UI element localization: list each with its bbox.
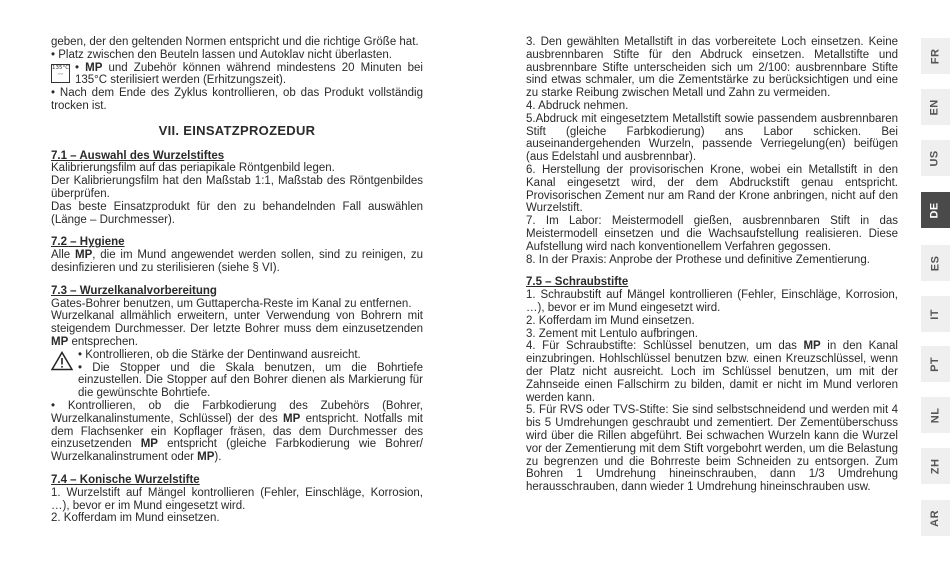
language-tab-label: AR [929,509,942,527]
language-tab-zh[interactable] [921,448,950,484]
s74-p3: 3. Den gewählten Metallstift in das vorbereitete Loch einsetzen. Keine ausbrennbaren Stifte für den Abdruck einsetzen. Metallstifte und ausbrennbare Stifte unterscheiden sich um 2/100: ausbrennbare Stifte sind etwas schmaler, um die Zementstärke zu berücksichtigen und eine zu starke Reibung zwischen Metall und Zahn zu vermeiden. [526,36,898,100]
s71-p2: Der Kalibrierungsfilm hat den Maßstab 1:1, Maßstab des Röntgenbildes überprüfen. [51,175,423,200]
section-title: VII. EINSATZPROZEDUR [158,122,316,138]
language-tab-fr[interactable] [921,38,950,74]
s74-p4: 4. Abdruck nehmen. [526,99,629,112]
s75-p3: 3. Zement mit Lentulo aufbringen. [526,327,698,340]
intro-line-1: geben, der den geltenden Normen entspricht und die richtige Größe hat. [51,36,419,48]
right-column [526,36,898,494]
s71-p1: Kalibrierungsfilm auf das periapikale Röntgenbild legen. [51,162,335,175]
s73-p1: Gates-Bohrer benutzen, um Guttapercha-Reste im Kanal zu entfernen. [51,297,412,310]
s74-p8: 8. In der Praxis: Anprobe der Prothese und definitive Zementierung. [526,253,870,266]
language-tab-label: ZH [929,458,942,474]
language-tab-us[interactable] [921,140,950,176]
warning-line-1: • Kontrollieren, ob die Stärke der Dentinwand ausreicht. [78,348,361,361]
heading-7-1: 7.1 – Auswahl des Wurzelstiftes [51,149,225,162]
sterilization-note [51,62,423,88]
s74-p6: 6. Herstellung der provisorischen Krone, wobei ein Metallstift in den Kanal eingesetzt wird, der dem Abdruckstift genau entspricht. Provisorischen Zement nur am Rand der Krone anbringen, nicht auf den Wurzelstift. [526,163,898,215]
language-tab-it[interactable] [921,296,950,332]
language-tab-label: FR [929,48,942,64]
language-tab-ar[interactable] [921,500,950,536]
language-tab-label: IT [929,308,942,320]
s75-p1: 1. Schraubstift auf Mängel kontrollieren (Fehler, Einschläge, Korrosion, …), bevor er im Mund eingesetzt wird. [526,289,898,314]
s72-p1: Alle MP, die im Mund angewendet werden sollen, sind zu reinigen, zu desinfizieren und zu sterilisieren (siehe § VI). [51,249,423,274]
heading-7-5: 7.5 – Schraubstifte [526,276,629,289]
language-tab-pt[interactable] [921,346,950,382]
s74-p1: 1. Wurzelstift auf Mängel kontrollieren (Fehler, Einschläge, Korrosion, …), bevor er im Mund eingesetzt wird. [51,486,423,512]
heading-7-2: 7.2 – Hygiene [51,236,125,249]
language-tab-en[interactable] [921,89,950,125]
s75-p5: 5. Für RVS oder TVS-Stifte: Sie sind selbstschneidend und werden mit 4 bis 5 Umdrehungen geschraubt und zementiert. Der Zementüberschuss wird über die Rillen abgeführt. Bei schwachen Wurzeln kann die Wurzel vor der Zementierung mit dem Stift vorgebohrt werden, um die Belastung zu begrenzen und die Bohrreste beim Schneiden zu entsorgen. Zum Bohren 1 Umdrehung hineinschrauben, dann 1/3 Umdrehung herausschrauben, dann wieder 1 Umdrehung hineinschrauben usw. [526,404,898,494]
s74-p7: 7. Im Labor: Meistermodell gießen, ausbrennbaren Stift in das Meistermodell einsetzen und die Wachsaufstellung realisieren. Diese Aufstellung wird nach konventionellem Verfahren gegossen. [526,215,898,253]
language-tab-label: ES [929,255,942,271]
warning-note [51,349,423,400]
heading-7-3: 7.3 – Wurzelkanalvorbereitung [51,284,217,297]
intro-line-4: • Nach dem Ende des Zyklus kontrollieren, ob das Produkt vollständig trocken ist. [51,87,423,112]
s75-p2: 2. Kofferdam im Mund einsetzen. [526,314,695,327]
sterilization-temperature-icon: 135°C 〰 [51,64,70,83]
sterilization-text: • MP und Zubehör können während mindestens 20 Minuten bei 135°C sterilisiert werden (Erhitzungszeit). [75,61,423,87]
language-tab-de[interactable] [921,192,950,228]
s74-p5: 5.Abdruck mit eingesetztem Metallstift sowie passendem ausbrennbaren Stift (gleiche Farbkodierung) ans Labor schicken. Bei auseinandergehenden Wurzeln, passende Verriegelung(en) beifügen (aus Edelstahl und ausbrennbar). [526,112,898,164]
s71-p3: Das beste Einsatzprodukt für den zu behandelnden Fall auswählen (Länge – Durchmesser). [51,200,423,226]
heading-7-4: 7.4 – Konische Wurzelstifte [51,473,200,486]
language-tab-label: NL [929,407,942,423]
warning-line-2: • Die Stopper und die Skala benutzen, um die Bohrtiefe einzustellen. Die Stopper auf den Bohrer dienen als Markierung für die gewünschte Bohrtiefe. [78,361,423,400]
language-tab-es[interactable] [921,245,950,281]
s74-p2: 2. Kofferdam im Mund einsetzen. [51,512,220,525]
left-column [51,36,423,525]
language-tab-nl[interactable] [921,397,950,433]
s75-p4: 4. Für Schraubstifte: Schlüssel benutzen, um das MP in den Kanal einzubringen. Hohlschlüssel benutzen bzw. einen Kreuzschlüssel, wenn der Platz nicht ausreicht. Loch im Schlüssel benutzen, um mit der Zahnseide einen Fallschirm zu bilden, damit er nicht im Mund verloren werden kann. [526,340,898,404]
s73-p3: • Kontrollieren, ob die Farbkodierung des Zubehörs (Bohrer, Wurzelkanalinstumente, Schlüssel) der des MP entspricht. Notfalls mit dem Flachsenker ein Kopflager fräsen, das dem Durchmesser des einzusetzenden MP entspricht (gleiche Farbkodierung wie Bohrer/ Wurzelkanalinstrument oder MP). [51,399,423,464]
warning-icon [51,351,73,371]
language-tab-label: DE [929,201,942,219]
language-tab-label: EN [929,98,942,116]
intro-line-2: • Platz zwischen den Beuteln lassen und Autoklav nicht überlasten. [51,48,392,61]
language-tab-label: PT [929,356,942,372]
language-tab-label: US [929,149,942,167]
s73-p2: Wurzelkanal allmählich erweitern, unter Verwendung von Bohrern mit steigendem Durchmesser. Der letzte Bohrer muss dem einzusetzenden MP entsprechen. [51,310,423,348]
